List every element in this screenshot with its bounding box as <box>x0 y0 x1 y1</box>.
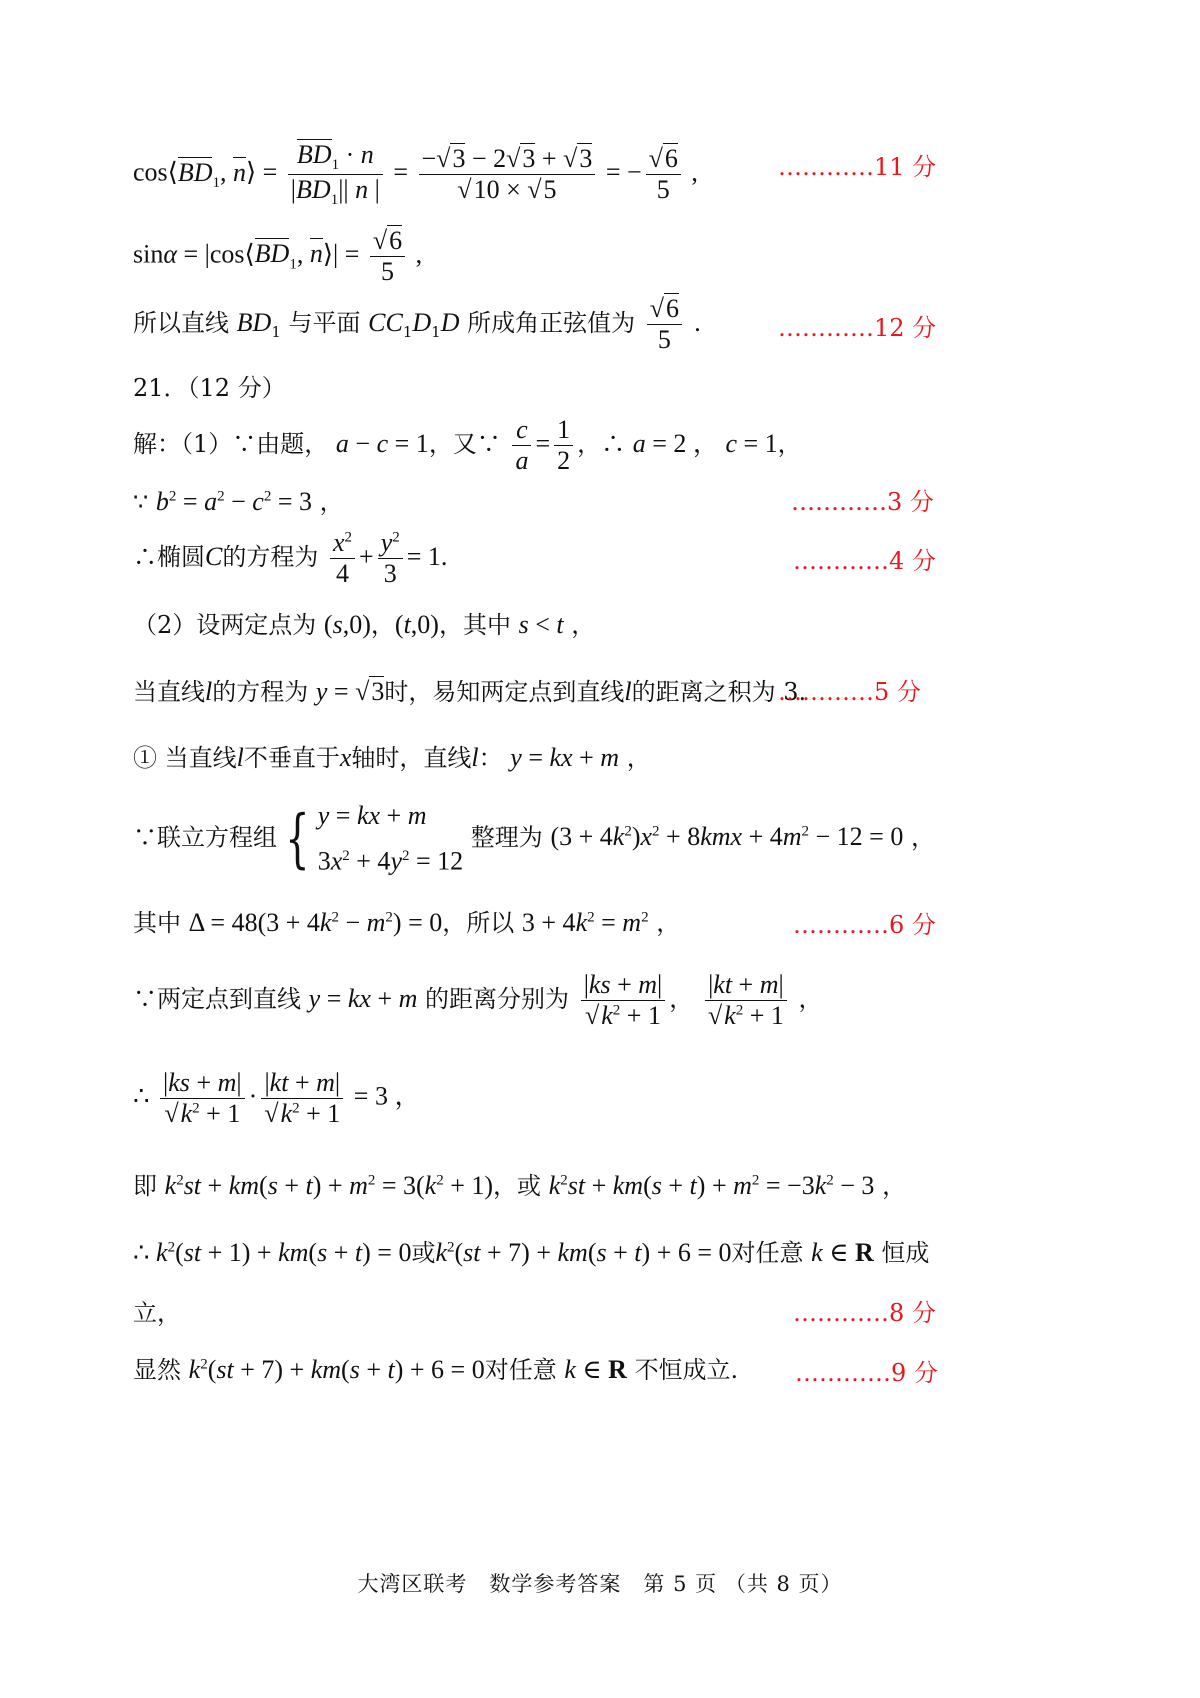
text-therefore: ，∴ <box>577 430 626 458</box>
text-easy-know: 时，易知两定点到直线 <box>384 678 625 706</box>
brace-icon: { <box>285 801 310 876</box>
text-always-holds: 恒成 <box>881 1239 930 1267</box>
text-case1: ① 当直线 <box>133 744 237 772</box>
score-8: …………8 分 <box>793 1299 936 1327</box>
text-because: ∵ <box>133 488 149 516</box>
text-equation-is: 的方程为 <box>222 543 319 571</box>
not-always-line: 显然 $k^2(st + 7) + km(s + t) + 6 = 0$对任意 k ∈ R 不恒成立. <box>133 1355 739 1384</box>
text-so: ，所以 <box>442 909 515 937</box>
text-ellipse: ∴椭圆 <box>133 543 205 571</box>
text-so-line: 所以直线 <box>133 309 229 337</box>
cos-formula-line: $\cos⟨BD_1$, n⟩ = $\frac{BD_1 \cdot n}{|BD_1|| n |}$ = $\frac{-√3 - 2√3 + √3}{√10 \times √5}$ = − $\frac{√6}{5}$ , <box>133 140 698 209</box>
text-not-perpendicular: 不垂直于 <box>243 744 340 772</box>
text-where: ，其中 <box>438 611 511 639</box>
text-solution: 解：（1）∵由题， <box>133 430 329 458</box>
question-21-header: 21．（12 分） <box>133 374 286 402</box>
text-or: ，或 <box>493 1172 542 1200</box>
text-distances: 的距离分别为 <box>425 985 570 1013</box>
page-footer: 大湾区联考 数学参考答案 第 5 页 （共 8 页） <box>357 1572 843 1596</box>
text-system: ∵联立方程组 <box>133 823 277 852</box>
text-product: 的距离之积为 3. <box>631 678 807 706</box>
product-line: ∴ $\frac{|ks + m|}{√k^2 + 1}$ · $\frac{|kt + m|}{√k^2 + 1}$ = 3 ， <box>133 1068 421 1128</box>
text-or-2: 或 <box>411 1239 436 1267</box>
score-6: …………6 分 <box>793 911 936 939</box>
text-axis: 轴时，直线 <box>351 744 472 772</box>
text-i-e: 即 <box>133 1172 157 1200</box>
text-for-any-2: 对任意 <box>484 1356 557 1384</box>
discriminant-line: 其中 $\Delta = 48(3 + 4k^2 - m^2) = 0$，所以 $3 + 4k^2 = m^2$ ， <box>133 908 681 937</box>
case1-line: ① 当直线l不垂直于x轴时，直线l： y = kx + m ， <box>133 743 651 772</box>
part2-line: （2）设两定点为 (s,0)，(t,0)，其中 s < t ， <box>133 610 596 639</box>
special-case-line: 当直线l的方程为 y = √3时，易知两定点到直线l的距离之积为 3. <box>133 677 807 706</box>
text-and-plane: 与平面 <box>288 309 361 337</box>
identity-line: ∴ $k^2(st + 1) + km(s + t) = 0$或$k^2(st + 7) + km(s + t) + 6 = 0$对任意 k ∈ R 恒成 <box>133 1238 930 1267</box>
continuation-line: 立， <box>133 1299 181 1327</box>
text-rearrange: 整理为 <box>470 823 543 852</box>
text-equation: 的方程为 <box>212 678 309 706</box>
system-line: ∵联立方程组 { y = kx + m $3x^2 + 4y^2 = 12$ 整理为 $(3 + 4k^2)x^2 + 8kmx + 4m^2 - 12 = 0$ ， <box>133 801 935 876</box>
text-obviously: 显然 <box>133 1356 181 1384</box>
score-4: …………4 分 <box>793 547 936 575</box>
conclusion-line: 所以直线 $BD_1$ 与平面 $CC_1D_1D$ 所成角正弦值为 $\frac{√6}{5}$ . <box>133 294 702 354</box>
text-for-any: 对任意 <box>731 1239 804 1267</box>
text-set-points: （2）设两定点为 <box>133 611 317 639</box>
text-not-always: 不恒成立. <box>634 1356 739 1384</box>
text-where-delta: 其中 <box>133 909 181 937</box>
score-9: …………9 分 <box>795 1359 938 1387</box>
score-3: …………3 分 <box>791 488 934 516</box>
b-squared-line: ∵ $b^2 = a^2 - c^2 = 3$ ， <box>133 487 344 516</box>
distances-line: ∵两定点到直线 y = kx + m 的距离分别为 $\frac{|ks + m|}{√k^2 + 1}$ ， $\frac{|kt + m|}{√k^2 + 1}$ ， <box>133 970 823 1030</box>
text-again: ，又∵ <box>428 430 501 458</box>
score-12: …………12 分 <box>778 314 937 342</box>
text-when-line: 当直线 <box>133 678 205 706</box>
part1-line: 解：（1）∵由题， a − c = 1，又∵ $\frac{c}{a}$ = $\frac{1}{2}$ ，∴ a = 2 ， c = 1， <box>133 415 802 475</box>
score-11: …………11 分 <box>778 153 937 181</box>
expansion-line: 即 $k^2st + km(s + t) + m^2 = 3(k^2 + 1)$，或 $k^2st + km(s + t) + m^2 = -3k^2 - 3$ ， <box>133 1171 907 1200</box>
text-sine-value: 所成角正弦值为 <box>467 309 636 337</box>
ellipse-equation-line: ∴椭圆C的方程为 $\frac{x^2}{4}$ + $\frac{y^2}{3}$ = 1. <box>133 528 448 588</box>
sin-formula-line: $\sin\alpha = |\cos⟨BD_1$, n⟩| = $\frac{√6}{5}$ , <box>133 226 423 286</box>
score-5: …………5 分 <box>778 678 921 706</box>
text-two-points: ∵两定点到直线 <box>133 985 301 1013</box>
